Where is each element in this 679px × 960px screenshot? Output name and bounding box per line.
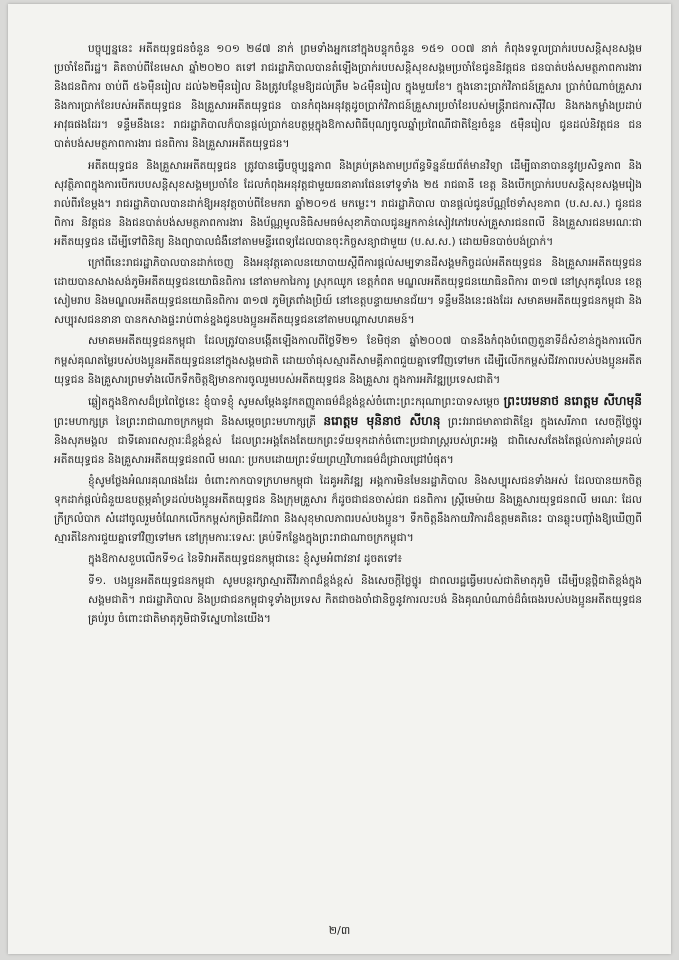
paragraph-thanks: ខ្ញុំសូមថ្លែងអំណរគុណផងដែរ ចំពោះកាកបាទក្រហមកម្ពុជា ដៃគូអភិវឌ្ឍ អង្គការមិនមែនរដ្ឋាភិបាល និងសប្បុរសជនទាំងអស់ ដែលបានយកចិត្តទុកដាក់ផ្តល់ជំនួយឧបត្ថម្ភគាំទ្រដល់បងប្អូនអតីតយុទ្ធជន និងក្រុមគ្រួសារ ក៏ដូចជាជនចាស់ជរា ជនពិការ ស្ត្រីមេម៉ាយ និងគ្រួសារយុទ្ធជនពលី មរណៈ ដែលក្រីក្រលំបាក សំដៅចូលរួមចំណែកលើកកម្ពស់កម្រិតជីវភាព និងសុខុមាលភាពរបស់បងប្អូន។ ទឹកចិត្តនឹងកាយវិការដ៏ឧត្តមគតិនេះ បានឆ្លុះបញ្ចាំងឱ្យឃើញពីស្មារតីនៃការជួយគ្នាទៅវិញទៅមក នៅក្រុមការៈទេសៈ គ្រប់ទីកន្លែងក្នុងព្រះរាជាណាចក្រកម្ពុជា។ [54,475,642,545]
paragraph-royal-gratitude [54,392,642,470]
body-text [54,40,642,631]
royal-gratitude-text-2: ព្រះមហាក្សត្រ នៃព្រះរាជាណាចក្រកម្ពុជា និងសម្តេចព្រះមហាក្សត្រី [54,415,324,428]
paragraph-pension: បច្ចុប្បន្ននេះ អតីតយុទ្ធជនចំនួន ១០១ ២៨៧ នាក់ ព្រមទាំងអ្នកនៅក្នុងបន្ទុកចំនួន ១៥១ ០០៧ នាក់ កំពុងទទួលប្រាក់របបសន្តិសុខសង្គមប្រចាំខែពីរដ្ឋ។ គិតចាប់ពីខែមេសា ឆ្នាំ២០២០ តទៅ រាជរដ្ឋាភិបាលបានតំឡើងប្រាក់របបសន្តិសុខសង្គមប្រចាំខែជូននិវត្តជន ជនបាត់បង់សមត្ថភាពការងារ និងជនពិការ ចាប់ពី ៥៦ម៉ឺនរៀល ដល់៦២ម៉ឺនរៀល និងត្រូវបន្ថែមឱ្យដល់ត្រឹម ៦៤ម៉ឺនរៀល ក្នុងមួយខែ។ ក្នុងនោះប្រាក់វិភាជន៍គ្រួសារ ប្រាក់បំណាច់គ្រួសារ និងការប្រាក់ខែរបស់អតីតយុទ្ធជន និងគ្រួសារអតីតយុទ្ធជន បានកំពុងអនុវត្តដូចប្រាក់វិភាជន៍គ្រួសារប្រចាំខែរបស់មន្ត្រីរាជការស៊ីវិល និងកងកម្លាំងប្រដាប់អាវុធផងដែរ។ ទន្ទឹមនឹងនេះ រាជរដ្ឋាភិបាលក៏បានផ្តល់ប្រាក់ឧបត្ថម្ភក្នុងឱកាសពិធីបុណ្យចូលឆ្នាំប្រពៃណីជាតិខ្មែរចំនួន ៥ម៉ឺនរៀល ជូនដល់និវត្តជន ជនបាត់បង់សមត្ថភាពការងារ ជនពិការ និងគ្រួសារអតីតយុទ្ធជន។ [54,43,642,151]
paragraph-health-card: អតីតយុទ្ធជន និងគ្រួសារអតីតយុទ្ធជន ត្រូវបានធ្វើបច្ចុប្បន្នភាព និងគ្រប់គ្រងតាមប្រព័ន្ធទិន្នន័យព័ត៌មានវិទ្យា ដើម្បីធានាបាននូវប្រសិទ្ធភាព និងសុវត្ថិភាពក្នុងការបើករបបសន្តិសុខសង្គមប្រចាំខែ ដែលកំពុងអនុវត្តជាមួយធនាគារផែនទៅទូទាំង ២៥ រាជធានី ខេត្ត និងបើកប្រាក់របបសន្តិសុខសង្គមរៀងរាល់ពីរខែម្តង។ រាជរដ្ឋាភិបាលបានដាក់ឱ្យអនុវត្តចាប់ពីខែមករា ឆ្នាំ២០១៥ មកម្លេះ។ រាជរដ្ឋាភិបាល បានផ្តល់ជូនប័ណ្ណថែទាំសុខភាព (ប.ស.ស.) ជូនជនពិការ និវត្តជន និងជនបាត់បង់សមត្ថភាពការងារ និងប័ណ្ណមូលនិធិសមធម៌សុខាភិបាលជូនអ្នកកាន់សៀវភៅរបស់គ្រួសារជនពលី និងគ្រួសារជនមរណៈជាអតីតយុទ្ធជន ដើម្បីទៅពិនិត្យ និងព្យាបាលជំងឺនៅតាមមន្ទីរពេទ្យដែលបានចុះកិច្ចសន្យាជាមួយ (ប.ស.ស.) ដោយមិនបាច់បង់ប្រាក់។ [54,159,642,248]
king-name: ព្រះបរមនាថ នរោត្តម សីហមុនី [503,393,643,408]
page-number: ២/៣ [328,924,351,937]
document-page [8,4,671,954]
appeal-item-1: ទី១. បងប្អូនអតីតយុទ្ធជនកម្ពុជា សូមបន្តរក្សាស្មារតីវីរភាពដ៏ខ្ពង់ខ្ពស់ និងសេចក្តីថ្លៃថ្នូរ ជាពលរដ្ឋធ្វើមរបស់ជាតិមាតុភូមិ ដើម្បីបន្តថ្ពិជាតិខ្ពង់ក្នុងសង្គមជាតិ។ រាជរដ្ឋាភិបាល និងប្រជាជនកម្ពុជាទូទាំងប្រទេស កិតជាចងចាំជានិច្ចនូវការលះបង់ និងគុណបំណាច់ដ៏ធំធេងរបស់បងប្អូនអតីតយុទ្ធជនគ្រប់រូប ចំពោះជាតិមាតុភូមិជាទីស្នេហានៃយើង។ [88,574,642,625]
royal-gratitude-text-1: ឆ្លៀតក្នុងឱកាសដ៏ប្រពៃថ្ងៃនេះ ខ្ញុំបាទខ្ញុំ សូមសម្តែងនូវកតញ្ញូតាធម៌ដ៏ខ្ពង់ខ្ពស់ចំពោះព្រះករុណាព្រះបាទសម្តេច [88,395,504,408]
paragraph-appeal-intro: ក្នុងឱកាសខួបលើកទី១៤ នៃទិវាអតីតយុទ្ធជនកម្ពុជានេះ ខ្ញុំសូមអំពាវនាវ ដូចតទៅ៖ [88,553,403,566]
paragraph-association: សមាគមអតីតយុទ្ធជនកម្ពុជា ដែលត្រូវបានបង្កើតឡើងកាលពីថ្ងៃទី២១ ខែមិថុនា ឆ្នាំ២០០៧ បាននឹងកំពុងបំពេញតួនាទីដ៏សំខាន់ក្នុងការលើកកម្ពស់គុណតម្លៃរបស់បងប្អូនអតីតយុទ្ធជននៅក្នុងសង្គមជាតិ ដោយចាំផុសស្មារតីសាមគ្គីភាពជួយគ្នាទៅវិញទៅមក ដើម្បីលើកកម្ពស់ជីវភាពរបស់បងប្អូនអតីតយុទ្ធជន និងគ្រួសារព្រមទាំងលើកទឹកចិត្តឱ្យមានការចូលរួមរបស់អតីតយុទ្ធជន និងគ្រួសារ ក្នុងការអភិវឌ្ឍប្រទេសជាតិ។ [54,335,642,386]
queen-mother-name: នរោត្តម មុនិនាថ សីហនុ [323,413,441,428]
royal-gratitude-text-3: ព្រះវររាជមាតាជាតិខ្មែរ ក្នុងសេរីភាព សេចក្តីថ្លៃថ្នូរ និងសុភមង្គល ជាទីគោរពសក្ការៈដ៏ខ្ពង់ខ្ពស់ ដែលព្រះអង្គតែងតែយកព្រះទ័យទុកដាក់ចំពោះប្រជារាស្ត្ររបស់ព្រះអង្គ ជាពិសេសតែងតែផ្តល់ការគាំទ្រដល់អតីតយុទ្ធជន និងគ្រួសារអតីតយុទ្ធជនពលី មរណៈ ប្រកបដោយព្រះទ័យព្រហ្មវិហារធម៌ដ៏ជ្រាលជ្រៅបំផុត។ [54,415,643,466]
paragraph-land-housing: ក្រៅពីនេះរាជរដ្ឋាភិបាលបានដាក់ចេញ និងអនុវត្តគោលនយោបាយស្តីពីការផ្តល់សម្បទានដីសង្គមកិច្ចដល់អតីតយុទ្ធជន និងគ្រួសារអតីតយុទ្ធជន ដោយបានសាងសង់ភូមិអតីតយុទ្ធជនយោធិនពិការ នៅតាមការៃការូ ស្រុកឈូក ខេត្តកំពត មណ្ឌលអតីតយុទ្ធជនយោធិនពិការ ៣១៧ នៅស្រុកគូលែន ខេត្តសៀមរាប និងមណ្ឌលអតីតយុទ្ធជនយោធិនពិការ ៣១៧ ភូមិត្រពាំងប្រិយ៍ នៅខេត្តបន្ទាយមានជ័យ។ ទន្ទឹមនឹងនេះផងដែរ សមាគមអតីតយុទ្ធជនកម្ពុជា និងសប្បុរសជននានា បានកសាងផ្ទះរាប់ពាន់ខ្នងជូនបងប្អូនអតីតយុទ្ធជននៅតាមបណ្តាសហគមន៍។ [54,257,642,327]
